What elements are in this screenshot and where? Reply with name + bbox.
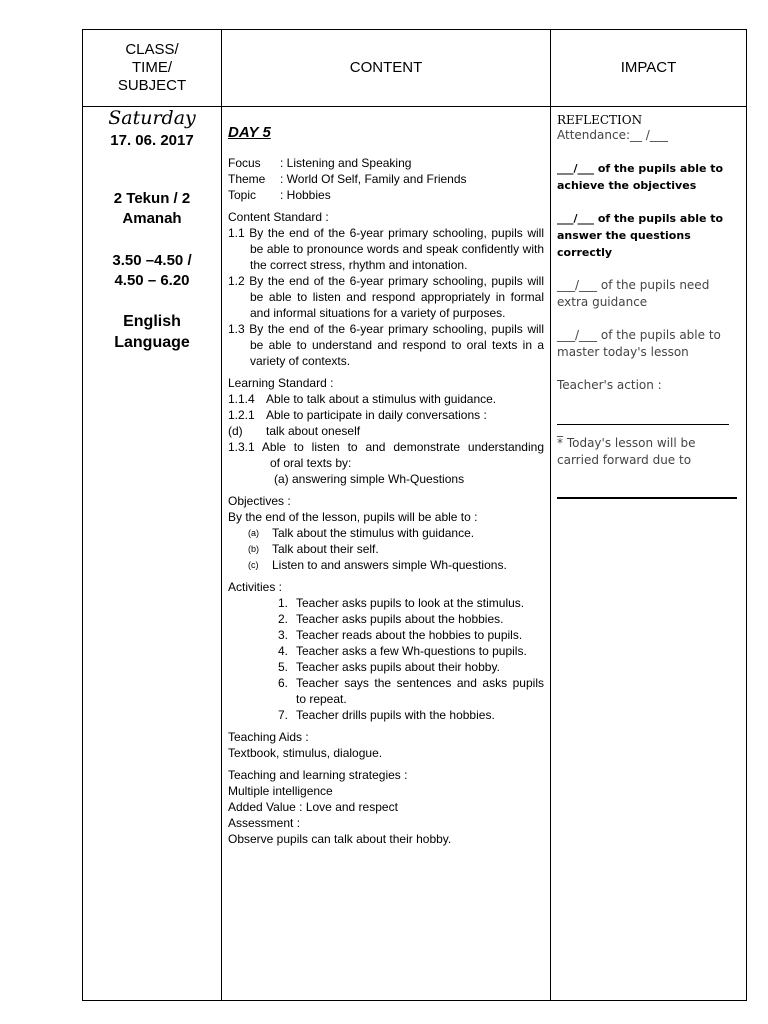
added-value-text: Added Value : Love and respect xyxy=(228,800,398,814)
ls-number: 1.1.4 xyxy=(228,392,255,406)
ls-text: Able to talk about a stimulus with guidance. xyxy=(266,392,497,406)
table-body-row xyxy=(83,107,747,1001)
class-time-subject-cell xyxy=(83,107,222,1001)
activity-number: 5. xyxy=(277,660,288,674)
reflection-heading: REFLECTION xyxy=(557,113,643,127)
table-header-row xyxy=(83,30,747,107)
impact-cell xyxy=(551,107,747,1001)
strategies-heading: Teaching and learning strategies : xyxy=(228,768,408,782)
learning-standard-item xyxy=(228,391,544,407)
learning-standard-item xyxy=(228,423,544,439)
left-inner xyxy=(83,107,221,1000)
topic-label: Topic xyxy=(228,188,257,202)
content-cell xyxy=(222,107,551,1001)
reflection-line-objectives: ___/___ of the pupils able to achieve the objectives xyxy=(557,162,724,192)
theme-value: : World Of Self, Family and Friends xyxy=(280,172,467,186)
theme-label: Theme xyxy=(228,172,266,186)
header-class-time-subject xyxy=(83,30,222,107)
focus-label: Focus xyxy=(228,156,261,170)
objective-text: Talk about the stimulus with guidance. xyxy=(272,526,475,540)
activity-item xyxy=(228,675,544,707)
focus-line xyxy=(228,155,544,171)
ls-text: Able to participate in daily conversations : xyxy=(266,408,487,422)
header-col1-text: CLASS/ TIME/ SUBJECT xyxy=(117,41,187,94)
activity-number: 1. xyxy=(277,596,288,610)
objective-marker: (a) xyxy=(248,528,259,538)
reflection-line-guidance: ___/___ of the pupils need extra guidance xyxy=(557,278,710,309)
ls-number: 1.2.1 xyxy=(228,408,255,422)
objective-item xyxy=(228,557,544,573)
lesson-plan-table xyxy=(82,29,747,1001)
learning-standard-item: 1.3.1 Able to listen to and demonstrate understanding xyxy=(228,440,544,454)
activity-text: Teacher asks pupils about their hobby. xyxy=(296,660,500,674)
activity-item xyxy=(228,659,544,675)
content-standard-heading: Content Standard : xyxy=(228,210,329,224)
activity-number: 6. xyxy=(277,676,288,690)
learning-standard-item xyxy=(228,407,544,423)
assessment-heading: Assessment : xyxy=(228,816,301,830)
activity-text: Teacher says the sentences and asks pupils to repeat. xyxy=(296,676,544,706)
teacher-action-label: Teacher's action : xyxy=(557,378,662,392)
day-name: Saturday xyxy=(108,107,196,129)
theme-line xyxy=(228,171,544,187)
learning-standard-heading: Learning Standard : xyxy=(228,376,334,390)
header-content: CONTENT xyxy=(222,30,551,107)
objective-text: Listen to and answers simple Wh-questions. xyxy=(272,558,507,572)
learning-standard-line: (a) answering simple Wh-Questions xyxy=(274,472,465,486)
day-title: DAY 5 xyxy=(228,124,271,141)
activities-heading: Activities : xyxy=(228,580,283,594)
activity-number: 4. xyxy=(277,644,288,658)
objectives-intro: By the end of the lesson, pupils will be able to : xyxy=(228,510,478,524)
content-standard-item: 1.2 By the end of the 6-year primary schooling, pupils will be able to listen and respond appropriately in formal and informal situations for a variety of purposes. xyxy=(228,274,544,320)
objective-item xyxy=(228,541,544,557)
activity-number: 7. xyxy=(277,708,288,722)
activity-text: Teacher asks pupils about the hobbies. xyxy=(296,612,504,626)
subject-name: English Language xyxy=(114,313,190,351)
activity-text: Teacher asks pupils to look at the stimulus. xyxy=(296,596,525,610)
action-dash: _ xyxy=(557,423,563,437)
lesson-time: 3.50 –4.50 / 4.50 – 6.20 xyxy=(112,252,192,289)
activity-item xyxy=(228,627,544,643)
focus-value: : Listening and Speaking xyxy=(280,156,412,170)
reflection-line-correct: ___/___ of the pupils able to answer the questions correctly xyxy=(557,212,724,259)
activity-text: Teacher asks a few Wh-questions to pupils. xyxy=(296,644,527,658)
carried-forward-note: * Today's lesson will be carried forward due to xyxy=(557,436,696,467)
objective-item xyxy=(228,525,544,541)
topic-line xyxy=(228,187,544,203)
assessment-text: Observe pupils can talk about their hobby. xyxy=(228,832,452,846)
teaching-aids-text: Textbook, stimulus, dialogue. xyxy=(228,746,383,760)
learning-standard-line: of oral texts by: xyxy=(270,456,352,470)
ls-text: talk about oneself xyxy=(266,424,361,438)
content-standard-item: 1.3 By the end of the 6-year primary schooling, pupils will be able to understand and respond to oral texts in a variety of contexts. xyxy=(228,322,544,368)
activity-item xyxy=(228,611,544,627)
activity-text: Teacher drills pupils with the hobbies. xyxy=(296,708,495,722)
objectives-heading: Objectives : xyxy=(228,494,291,508)
objective-marker: (b) xyxy=(248,544,259,554)
activity-text: Teacher reads about the hobbies to pupils. xyxy=(296,628,523,642)
objective-text: Talk about their self. xyxy=(272,542,379,556)
activity-item xyxy=(228,595,544,611)
teaching-aids-heading: Teaching Aids : xyxy=(228,730,309,744)
attendance-line: Attendance:__ /___ xyxy=(557,128,668,142)
strategies-text: Multiple intelligence xyxy=(228,784,333,798)
activity-item xyxy=(228,707,544,723)
reflection-line-mastery: ___/___ of the pupils able to master today's lesson xyxy=(557,328,721,359)
carried-forward-line xyxy=(557,497,737,499)
activity-item xyxy=(228,643,544,659)
content-standard-item: 1.1 By the end of the 6-year primary schooling, pupils will be able to pronounce words and speak confidently with the correct stress, rhythm and intonation. xyxy=(228,226,544,272)
activity-number: 2. xyxy=(277,612,288,626)
lesson-date: 17. 06. 2017 xyxy=(110,132,194,149)
topic-value: : Hobbies xyxy=(280,188,331,202)
activity-number: 3. xyxy=(277,628,288,642)
ls-number: (d) xyxy=(228,424,243,438)
header-impact: IMPACT xyxy=(551,30,747,107)
objective-marker: (c) xyxy=(248,560,259,570)
class-name: 2 Tekun / 2 Amanah xyxy=(113,190,191,227)
